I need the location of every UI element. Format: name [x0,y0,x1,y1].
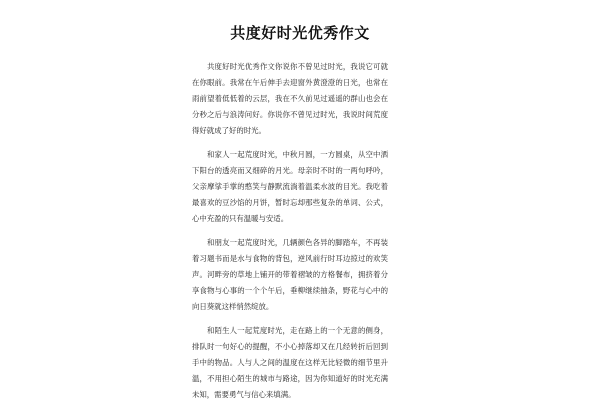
paragraph-friends: 和朋友一起荒度时光，几辆颜色各异的脚踏车，不再装着习题书而是水与食物的背包，逆风前行时耳边掠过的欢笑声。河畔旁的草地上铺开的带着褶皱的方格餐布，拥挤着分享食物与心事的一个个午后，垂柳继续抽条，野花与心中的向日葵就这样悄然绽放。 [192,238,388,311]
paragraph-strangers: 和陌生人一起荒度时光，走在路上的一个无意的侧身，排队时一句好心的提醒，不小心掉落却又在几经转折后回到手中的物品。人与人之间的温度在这样无比轻微的细节里升温，不用担心陌生的城市与路途，因为你知道好的时光充满未知，需要勇气与信心来填满。 [192,326,388,399]
paragraph-intro: 共度好时光优秀作文你说你不曾见过时光，我说它可就在你眼前。我常在午后伸手去迎窗外黄澄澄的日光，也常在雨前望着低低着的云层，我在不久前见过遥遥的群山也会在分秒之后与浪涛问好。你说你不曾见过时光，我说时间荒度得好就成了好的时光。 [192,62,388,135]
document-body [192,59,388,403]
paragraph-family: 和家人一起荒度时光，中秋月圆，一方圆桌，从空中洒下阳台的透亮而又细碎的月光。母亲时不时的一两句呼吟，父亲摩挲手掌的憨笑与静默流淌着温柔水波的目光。我吃着最喜欢的豆沙馅的月饼，暂时忘却那些复杂的单词、公式，心中充盈的只有温暖与安适。 [192,150,388,223]
document-title: 共度好时光优秀作文 [230,24,370,42]
